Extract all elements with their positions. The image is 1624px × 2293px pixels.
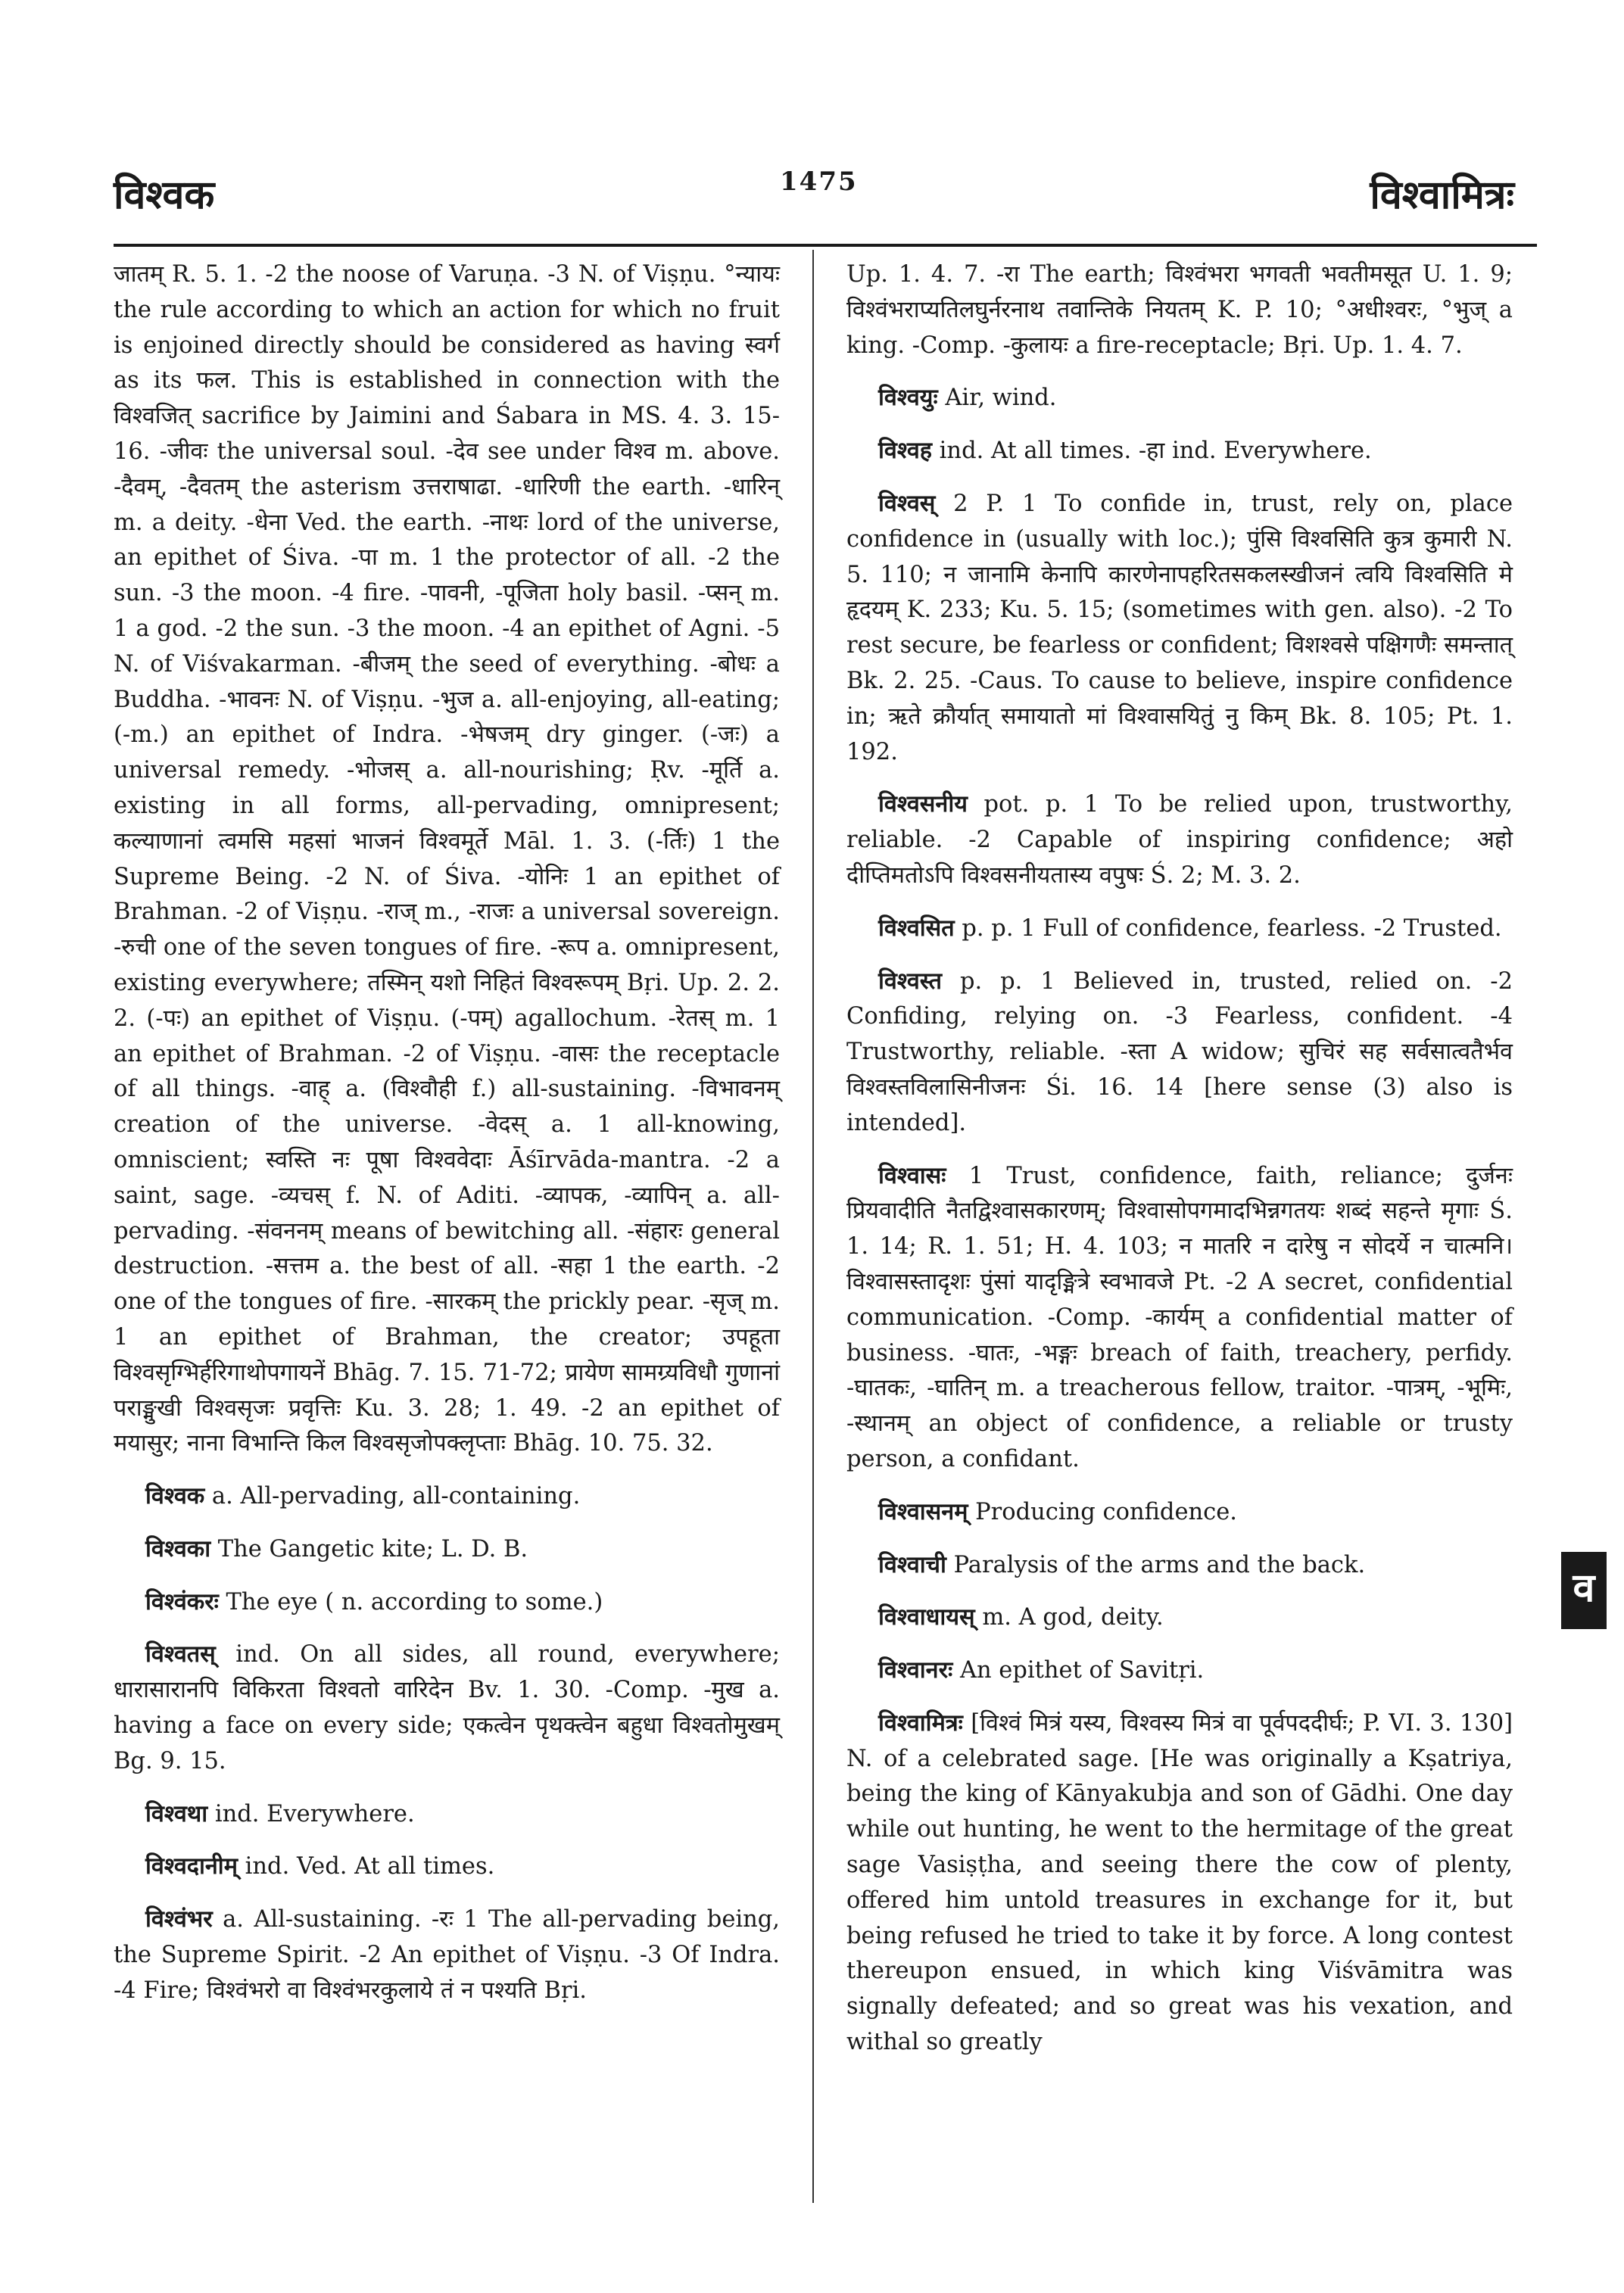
dictionary-entry [846, 1706, 1513, 2061]
dictionary-entry [846, 380, 1513, 416]
right-running-headword: विश्वामित्रः [1370, 172, 1514, 218]
entry-headword: विश्वस्त [878, 967, 943, 995]
right-column [846, 257, 1513, 2077]
entry-headword: विश्वदानीम् [145, 1852, 238, 1880]
entry-definition: a. All-pervading, all-containing. [204, 1483, 581, 1510]
dictionary-entry [846, 964, 1513, 1142]
dictionary-entry [846, 433, 1513, 469]
entry-headword: विश्वंकरः [145, 1587, 219, 1615]
dictionary-entry [846, 787, 1513, 893]
entry-definition: m. A god, deity. [974, 1604, 1164, 1631]
left-column [114, 257, 780, 2026]
entry-definition: pot. p. 1 To be relied upon, trustworthy, reliable. -2 Capable of inspiring confidence; अहो दीप्तिमतोऽपि विश्वसनीयतास्य वपुषः Ś. 2; M. 3. 2. [846, 791, 1513, 889]
dictionary-entry [114, 1796, 780, 1833]
dictionary-entry [846, 257, 1513, 363]
dictionary-entry [846, 1653, 1513, 1689]
entry-headword: विश्वथा [145, 1799, 208, 1827]
entry-definition: ind. On all sides, all round, everywhere; धारासारानपि विकिरता विश्वतो वारिदेन Bv. 1. 30. -Comp. -मुख a. having a face on every side; एकत्वेन पृथक्त्वेन बहुधा विश्वतोमुखम् Bg. 9. 15. [114, 1641, 780, 1774]
entry-headword: विश्वासनम् [878, 1497, 968, 1525]
entry-headword: विश्वाधायस् [878, 1603, 975, 1631]
header-rule [114, 244, 1537, 247]
dictionary-entry [114, 1637, 780, 1779]
dictionary-entry [114, 1478, 780, 1515]
entry-headword: विश्वानरः [878, 1656, 953, 1684]
entry-headword: विश्वक [145, 1482, 205, 1510]
entry-headword: विश्वका [145, 1534, 211, 1562]
entry-definition: p. p. 1 Full of confidence, fearless. -2 Trusted. [954, 914, 1502, 942]
entry-definition: Up. 1. 4. 7. -रा The earth; विश्वंभरा भगवती भवतीमसूत U. 1. 9; विश्वंभराप्यतिलघुर्नरनाथ तवान्तिके नियतम् K. P. 10; °अधीश्वरः, °भुज् a king. -Comp. -कुलायः a fire-receptacle; Bṛi. Up. 1. 4. 7. [846, 261, 1513, 359]
dictionary-entry [114, 1902, 780, 2008]
dictionary-entry [114, 1531, 780, 1568]
entry-headword: विश्वामित्रः [878, 1709, 963, 1737]
page-number: 1475 [780, 167, 858, 197]
entry-definition: जातम् R. 5. 1. -2 the noose of Varuṇa. -3 N. of Viṣṇu. °न्यायः the rule according to which an action for which no fruit is enjoined directly should be considered as having स्वर्ग as its फल. This is established in connection with the विश्वजित् sacrifice by Jaimini and Śabara in MS. 4. 3. 15-16. -जीवः the universal soul. -देव see under विश्व m. above. -दैवम्, -दैवतम् the asterism उत्तराषाढा. -धारिणी the earth. -धारिन् m. a deity. -धेना Ved. the earth. -नाथः lord of the universe, an epithet of Śiva. -पा m. 1 the protector of all. -2 the sun. -3 the moon. -4 fire. -पावनी, -पूजिता holy basil. -प्सन् m. 1 a god. -2 the sun. -3 the moon. -4 an epithet of Agni. -5 N. of Viśvakarman. -बीजम् the seed of everything. -बोधः a Buddha. -भावनः N. of Viṣṇu. -भुज a. all-enjoying, all-eating; (-m.) an epithet of Indra. -भेषजम् dry ginger. (-जः) a universal remedy. -भोजस् a. all-nourishing; Ṛv. -मूर्ति a. existing in all forms, all-pervading, omnipresent; कल्याणानां त्वमसि महसां भाजनं विश्वमूर्ते Māl. 1. 3. (-र्तिः) 1 the Supreme Being. -2 N. of Śiva. -योनिः 1 an epithet of Brahman. -2 of Viṣṇu. -राज् m., -राजः a universal sovereign. -रुची one of the seven tongues of fire. -रूप a. omnipresent, existing everywhere; तस्मिन् यशो निहितं विश्वरूपम् Bṛi. Up. 2. 2. 2. (-पः) an epithet of Viṣṇu. (-पम्) agallochum. -रेतस् m. 1 an epithet of Brahman. -2 of Viṣṇu. -वासः the receptacle of all things. -वाह् a. (विश्वौही f.) all-sustaining. -विभावनम् creation of the universe. -वेदस् a. 1 all-knowing, omniscient; स्वस्ति नः पूषा विश्ववेदाः Āśīrvāda-mantra. -2 a saint, sage. -व्यचस् f. N. of Aditi. -व्यापक, -व्यापिन् a. all-pervading. -संवननम् means of bewitching all. -संहारः general destruction. -सत्तम a. the best of all. -सहा 1 the earth. -2 one of the tongues of fire. -सारकम् the prickly pear. -सृज् m. 1 an epithet of Brahman, the creator; उपहूता विश्वसृग्भिर्हरिगाथोपगायनें Bhāg. 7. 15. 71-72; प्रायेण सामग्र्यविधौ गुणानां पराङ्मुखी विश्वसृजः प्रवृत्तिः Ku. 3. 28; 1. 49. -2 an epithet of मयासुर; नाना विभान्ति किल विश्वसृजोपक्लृप्ताः Bhāg. 10. 75. 32. [114, 261, 780, 1457]
entry-definition: 1 Trust, confidence, faith, reliance; दुर्जनः प्रियवादीति नैतद्विश्वासकारणम्; विश्वासोपगमादभिन्नगतयः शब्दं सहन्ते मृगाः Ś. 1. 14; R. 1. 51; H. 4. 103; न मातरि न दारेषु न सोदर्ये न चात्मनि। विश्वासस्तादृशः पुंसां यादृङ्मित्रे स्वभावजे Pt. -2 A secret, confidential communication. -Comp. -कार्यम् a confidential matter of business. -घातः, -भङ्गः breach of faith, treachery, perfidy. -घातकः, -घातिन् m. a treacherous fellow, traitor. -पात्रम्, -भूमिः, -स्थानम् an object of confidence, a reliable or trusty person, a confidant. [846, 1162, 1513, 1472]
entry-headword: विश्वह [878, 437, 932, 465]
entry-definition: 2 P. 1 To confide in, trust, rely on, place confidence in (usually with loc.); पुंसि विश्वसिति कुत्र कुमारी N. 5. 110; न जानामि केनापि कारणेनापहरितसकलस्खीजनं त्वयि विश्वसिति मे हृदयम् K. 233; Ku. 5. 15; (sometimes with gen. also). -2 To rest secure, be fearless or confident; विशश्वसे पक्षिगणैः समन्तात् Bk. 2. 25. -Caus. To cause to believe, inspire confidence in; ऋते क्रौर्यात् समायातो मां विश्वासयितुं नु किम् Bk. 8. 105; Pt. 1. 192. [846, 490, 1513, 765]
thumb-index-letter: व [1573, 1565, 1595, 1611]
entry-definition: ind. At all times. -हा ind. Everywhere. [931, 438, 1372, 465]
left-running-headword: विश्वक [114, 172, 215, 218]
dictionary-entry [114, 1849, 780, 1885]
entry-definition: p. p. 1 Believed in, trusted, relied on. -2 Confiding, relying on. -3 Fearless, confident. -4 Trustworthy, reliable. -स्ता A widow; सुचिरं सह सर्वसात्वतैर्भव विश्वस्तविलासिनीजनः Śi. 16. 14 [here sense (3) also is intended]. [846, 967, 1513, 1136]
column-divider [812, 250, 814, 2203]
entry-definition: Air, wind. [937, 385, 1057, 412]
entry-headword: विश्वाची [878, 1550, 946, 1578]
entry-headword: विश्वयुः [878, 384, 938, 412]
dictionary-entry [846, 1600, 1513, 1636]
thumb-index-marker [1561, 1552, 1607, 1629]
entry-definition: ind. Ved. At all times. [237, 1853, 495, 1880]
dictionary-entry [846, 1494, 1513, 1531]
entry-headword: विश्वतस् [145, 1640, 216, 1668]
entry-definition: Producing confidence. [968, 1498, 1237, 1525]
entry-headword: विश्वस् [878, 489, 936, 517]
entry-definition: Paralysis of the arms and the back. [946, 1551, 1366, 1578]
entry-definition: [विश्वं मित्रं यस्य, विश्वस्य मित्रं वा पूर्वपददीर्घः; P. VI. 3. 130] N. of a celebrated sage. [He was originally a Kṣatriya, being the king of Kānyakubja and son of Gādhi. One day while out hunting, he went to the hermitage of the great sage Vasiṣṭha, and seeing there the cow of plenty, offered him untold treasures in exchange for it, but being refused he tried to take it by force. A long contest thereupon ensued, in which king Viśvāmitra was signally defeated; and so great was his vexation, and withal so greatly [846, 1709, 1513, 2056]
entry-headword: विश्वंभर [145, 1905, 213, 1933]
page-header [114, 151, 1537, 227]
entry-headword: विश्वसित [878, 914, 955, 942]
dictionary-entry [846, 911, 1513, 947]
entry-definition: The eye ( n. according to some.) [218, 1588, 603, 1615]
entry-headword: विश्वसनीय [878, 790, 968, 818]
dictionary-entry [846, 1547, 1513, 1584]
entry-definition: An epithet of Savitṛi. [952, 1657, 1205, 1684]
dictionary-entry [114, 257, 780, 1462]
entry-definition: ind. Everywhere. [207, 1800, 415, 1827]
dictionary-entry [846, 1158, 1513, 1478]
dictionary-entry [114, 1584, 780, 1621]
dictionary-entry [846, 486, 1513, 770]
entry-headword: विश्वासः [878, 1161, 946, 1189]
entry-definition: a. All-sustaining. -रः 1 The all-pervading being, the Supreme Spirit. -2 An epithet of Viṣṇu. -3 Of Indra. -4 Fire; विश्वंभरो वा विश्वंभरकुलाये तं न पश्यति Bṛi. [114, 1906, 780, 2004]
entry-definition: The Gangetic kite; L. D. B. [210, 1535, 528, 1562]
